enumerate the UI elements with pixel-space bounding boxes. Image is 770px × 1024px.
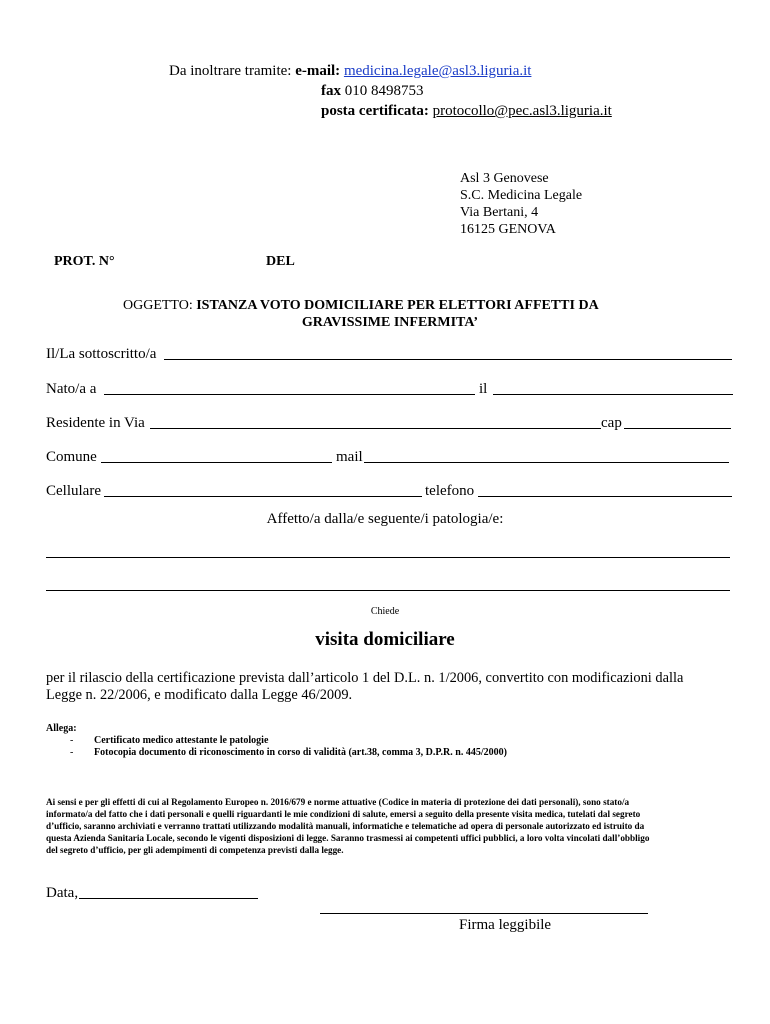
nato-label: Nato/a a xyxy=(46,381,97,397)
subject-title: ISTANZA VOTO DOMICILIARE PER ELETTORI AFFETTI DA xyxy=(196,298,599,313)
pec-line xyxy=(321,103,612,120)
bullet: - xyxy=(70,735,74,746)
birthplace-field[interactable] xyxy=(104,394,475,395)
patologia-field-1[interactable] xyxy=(46,557,730,558)
attachment-item: Fotocopia documento di riconoscimento in corso di validità (art.38, comma 3, D.P.R. n. 445/2000) xyxy=(94,747,507,758)
request-body-line: per il rilascio della certificazione prevista dall’articolo 1 del D.L. n. 1/2006, convertito con modificazioni dalla xyxy=(46,670,684,686)
date-field[interactable] xyxy=(79,898,258,899)
sottoscritto-field[interactable] xyxy=(164,359,732,360)
recipient-line: Asl 3 Genovese xyxy=(460,171,549,186)
email-link[interactable]: medicina.legale@asl3.liguria.it xyxy=(343,63,532,79)
subject-label: OGGETTO: xyxy=(123,298,193,313)
bullet: - xyxy=(70,747,74,758)
prot-label: PROT. N° xyxy=(54,254,115,269)
cellulare-field[interactable] xyxy=(104,496,422,497)
privacy-line: questa Azienda Sanitaria Locale, secondo le vigenti disposizioni di legge. Saranno trasmessi ai competenti uffici pubblici, a loro volta vincolati dall’obbligo xyxy=(46,833,650,843)
privacy-line: d’ufficio, saranno archiviati e verranno trattati utilizzando modalità manuali, informatiche e telematiche ad opera di personale autorizzato ed istruito da xyxy=(46,821,645,831)
telefono-label: telefono xyxy=(425,483,475,499)
sottoscritto-label: Il/La sottoscritto/a xyxy=(46,346,157,362)
comune-field[interactable] xyxy=(101,462,332,463)
request-body-line: Legge n. 22/2006, e modificato dalla Legge 46/2009. xyxy=(46,687,353,703)
recipient-line: Via Bertani, 4 xyxy=(460,205,539,220)
cap-label: cap xyxy=(601,415,622,431)
recipient-line: 16125 GENOVA xyxy=(460,222,556,237)
cap-field[interactable] xyxy=(624,428,731,429)
fax-label: fax xyxy=(321,83,341,99)
signature-field[interactable] xyxy=(320,913,648,914)
email-label: e-mail: xyxy=(295,63,341,79)
data-label: Data, xyxy=(46,885,79,901)
pec-label: posta certificata: xyxy=(321,103,429,119)
recipient-line: S.C. Medicina Legale xyxy=(460,188,583,203)
mail-label: mail xyxy=(336,449,363,465)
delivery-instructions xyxy=(169,63,531,80)
del-label: DEL xyxy=(266,254,295,269)
pec-value[interactable]: protocollo@pec.asl3.liguria.it xyxy=(432,103,612,119)
privacy-line: informato/a del fatto che i dati personali e quelli riguardanti le mie condizioni di salute, emersi a seguito della presente visita medica, tutelati dal segreto xyxy=(46,809,641,819)
street-field[interactable] xyxy=(150,428,601,429)
patologia-label: Affetto/a dalla/e seguente/i patologia/e: xyxy=(266,511,504,527)
il-label: il xyxy=(479,381,488,397)
birthdate-field[interactable] xyxy=(493,394,733,395)
fax-value: 010 8498753 xyxy=(344,83,424,99)
privacy-line: del segreto d’ufficio, per gli adempimenti di competenza previsti dalla legge. xyxy=(46,845,344,855)
privacy-line: Ai sensi e per gli effetti di cui al Regolamento Europeo n. 2016/679 e norme attuative (Codice in materia di protezione dei dati personali), sono stato/a xyxy=(46,797,630,807)
telefono-field[interactable] xyxy=(478,496,732,497)
signature-label: Firma leggibile xyxy=(459,917,552,933)
attachment-item: Certificato medico attestante le patologie xyxy=(94,735,269,746)
subject-line xyxy=(123,297,599,314)
mail-field[interactable] xyxy=(364,462,729,463)
request-title: visita domiciliare xyxy=(315,629,455,650)
recipient-address xyxy=(460,170,582,238)
patologia-field-2[interactable] xyxy=(46,590,730,591)
attachments-label: Allega: xyxy=(46,723,77,734)
subject-title-continued: GRAVISSIME INFERMITA’ xyxy=(301,315,479,330)
chiede-label: Chiede xyxy=(370,606,400,617)
delivery-intro: Da inoltrare tramite: xyxy=(169,63,292,79)
fax-line xyxy=(321,83,424,100)
comune-label: Comune xyxy=(46,449,97,465)
cellulare-label: Cellulare xyxy=(46,483,101,499)
residente-label: Residente in Via xyxy=(46,415,145,431)
